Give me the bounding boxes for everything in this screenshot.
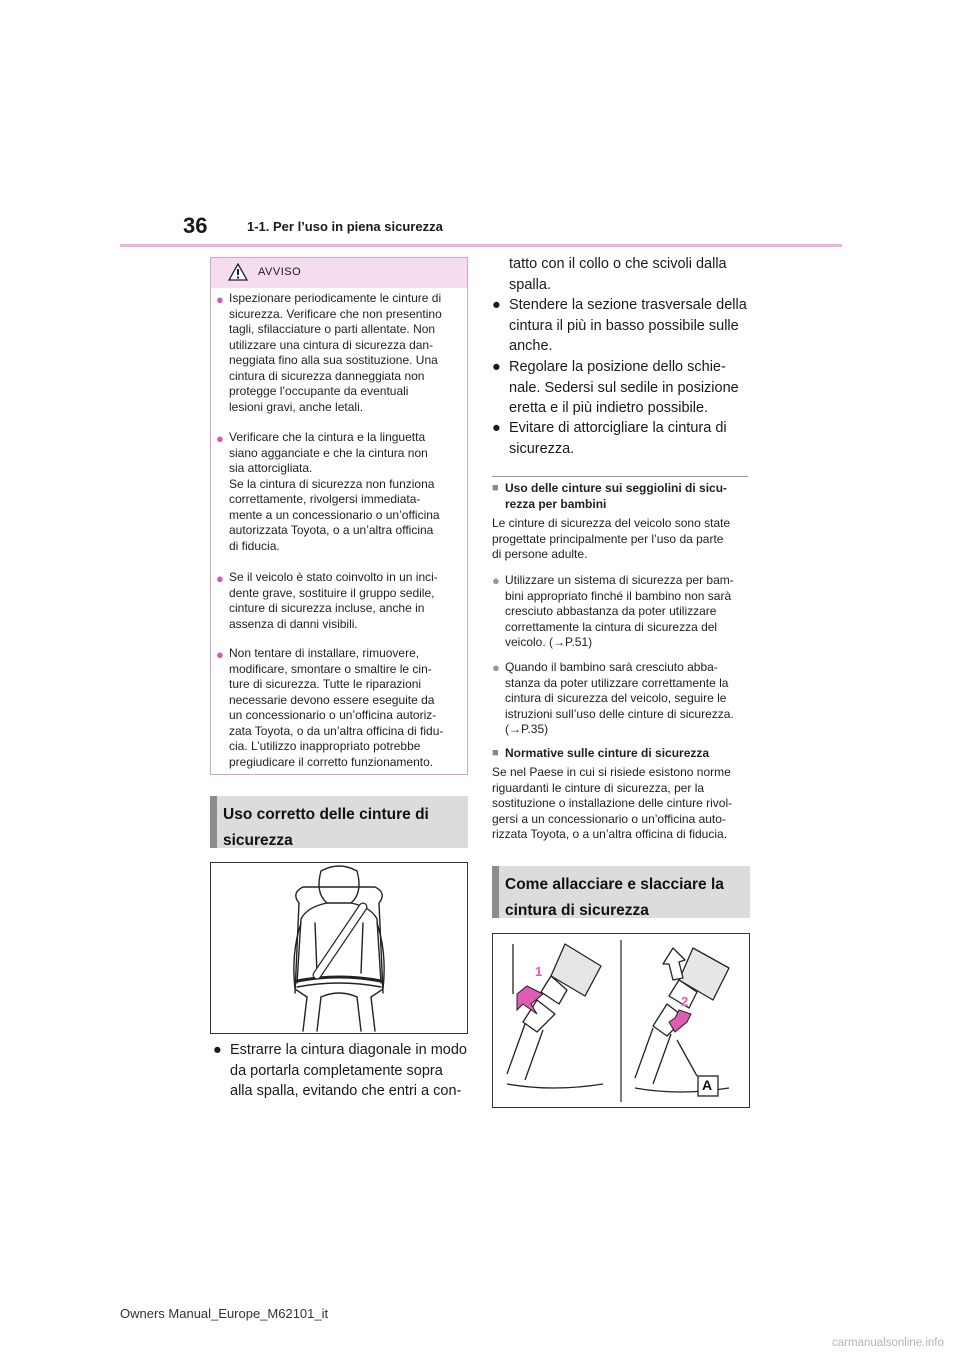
bullet-icon: ● <box>492 660 500 675</box>
step-1-label: 1 <box>535 964 543 979</box>
regulations-text <box>492 765 750 843</box>
bullet-icon: ● <box>213 1042 222 1058</box>
bullet-icon: ● <box>492 297 501 313</box>
warning-item-text: Verificare che la cintura e la linguetta siano agganciate e che la cintura non sia attorcigliata. Se la cintura di sicurezza non funziona correttamente, rivolgersi immediata- mente a un concessionario o un’officina autorizzata Toyota, o a un’altra officina di fiducia. <box>229 430 440 553</box>
belt-instruction-text: tatto con il collo o che scivoli dalla spalla. <box>509 256 727 293</box>
page-number: 36 <box>183 213 208 238</box>
bullet-icon: ● <box>216 647 224 662</box>
warning-item <box>216 646 464 770</box>
footer: Owners Manual_Europe_M62101_it <box>120 1306 329 1321</box>
belt-instruction-text: Stendere la sezione trasversale della cintura il più in basso possibile sulle anche. <box>509 297 747 354</box>
bullet-icon: ● <box>216 292 224 307</box>
watermark: carmanualsonline.info <box>832 1337 944 1349</box>
child-seats-item-text: Utilizzare un sistema di sicurezza per bam- bini appropriato finché il bambino non sarà cresciuto abbastanza da poter utilizzare correttamente la cintura di sicurezza del veicolo. (→P.51) <box>505 573 734 649</box>
bullet-icon: ● <box>492 359 501 375</box>
square-bullet-icon: ■ <box>492 482 499 494</box>
child-seats-intro-text: Le cinture di sicurezza del veicolo sono state progettate principalmente per l’uso da parte di persone adulte. <box>492 516 731 561</box>
belt-instruction-text: Evitare di attorcigliare la cintura di sicurezza. <box>509 420 727 457</box>
divider <box>492 476 748 477</box>
square-bullet-icon: ■ <box>492 747 499 759</box>
child-seats-intro <box>492 516 750 563</box>
warning-title: AVVISO <box>258 266 302 278</box>
bullet-icon: ● <box>492 420 501 436</box>
callout-label: A <box>702 1077 713 1093</box>
section-header-text: Uso corretto delle cinture di sicurezza <box>223 806 429 849</box>
section-title: 1-1. Per l’uso in piena sicurezza <box>247 219 443 234</box>
section-header-text: Come allacciare e slacciare la cintura di sicurezza <box>505 876 724 919</box>
regulations-text-body: Se nel Paese in cui si risiede esistono norme riguardanti le cinture di sicurezza, per la sostituzione o installazione delle cinture rivol- gersi a un concessionario o un’officina auto- rizzata Toyota, o a un’altra officina di fiducia. <box>492 765 733 841</box>
header-rule <box>120 244 842 247</box>
belt-instruction-text: Estrarre la cintura diagonale in modo da portarla completamente sopra alla spalla, evitando che entri a con- <box>230 1042 467 1099</box>
warning-item-text: Se il veicolo è stato coinvolto in un inci- dente grave, sostituire il gruppo sedile, cinture di sicurezza incluse, anche in assenza di danni visibili. <box>229 570 438 631</box>
warning-item <box>216 291 464 415</box>
bullet-icon: ● <box>216 431 224 446</box>
bullet-icon: ● <box>216 571 224 586</box>
belt-instruction-text: Regolare la posizione dello schie- nale. Sedersi sul sedile in posizione eretta e il più indietro possibile. <box>509 359 739 416</box>
belt-instruction-item <box>213 1040 468 1102</box>
regulations-heading-text: Normative sulle cinture di sicurezza <box>505 746 710 760</box>
child-seats-item <box>492 573 750 651</box>
seated-person-icon <box>211 863 467 1033</box>
child-seats-heading-text: Uso delle cinture sui seggiolini di sicu- rezza per bambini <box>505 481 728 511</box>
step-2-label: 2 <box>681 994 689 1009</box>
child-seats-item <box>492 660 750 738</box>
section-header-uso-corretto <box>210 796 468 848</box>
belt-instruction-item <box>492 295 750 357</box>
regulations-heading <box>492 746 750 762</box>
warning-item-text: Non tentare di installare, rimuovere, modificare, smontare o smaltire le cin- ture di sicurezza. Tutte le riparazioni necessarie devono essere eseguite da un concessionario o un’officina autoriz- zata Toyota, o da un’altra officina di fidu- cia. L’utilizzo inappropriato potrebbe pregiudicare il corretto funzionamento. <box>229 646 444 769</box>
child-seats-item-text: Quando il bambino sarà cresciuto abba- stanza da poter utilizzare correttamente la cintura di sicurezza del veicolo, seguire le istruzioni sull’uso delle cinture di sicurezza. (→P.35) <box>505 660 734 736</box>
bullet-icon: ● <box>492 573 500 588</box>
seated-belt-illustration <box>210 862 468 1034</box>
child-seats-heading <box>492 481 750 512</box>
belt-instruction-item <box>492 357 750 419</box>
section-header-come-allacciare <box>492 866 750 918</box>
warning-header <box>211 258 467 288</box>
belt-instruction-continuation <box>492 254 750 295</box>
warning-item <box>216 430 464 554</box>
warning-triangle-icon <box>228 263 248 281</box>
buckle-illustration <box>492 933 750 1108</box>
belt-instruction-item <box>492 418 750 459</box>
warning-item-text: Ispezionare periodicamente le cinture di sicurezza. Verificare che non presentino tagli, sfilacciature o parti allentate. Non utilizzare una cintura di sicurezza dan- neggiata fino alla sua sostituzione. Una cintura di sicurezza danneggiata non protegge l’occupante da eventuali lesioni gravi, anche letali. <box>229 291 442 414</box>
warning-item <box>216 570 464 632</box>
